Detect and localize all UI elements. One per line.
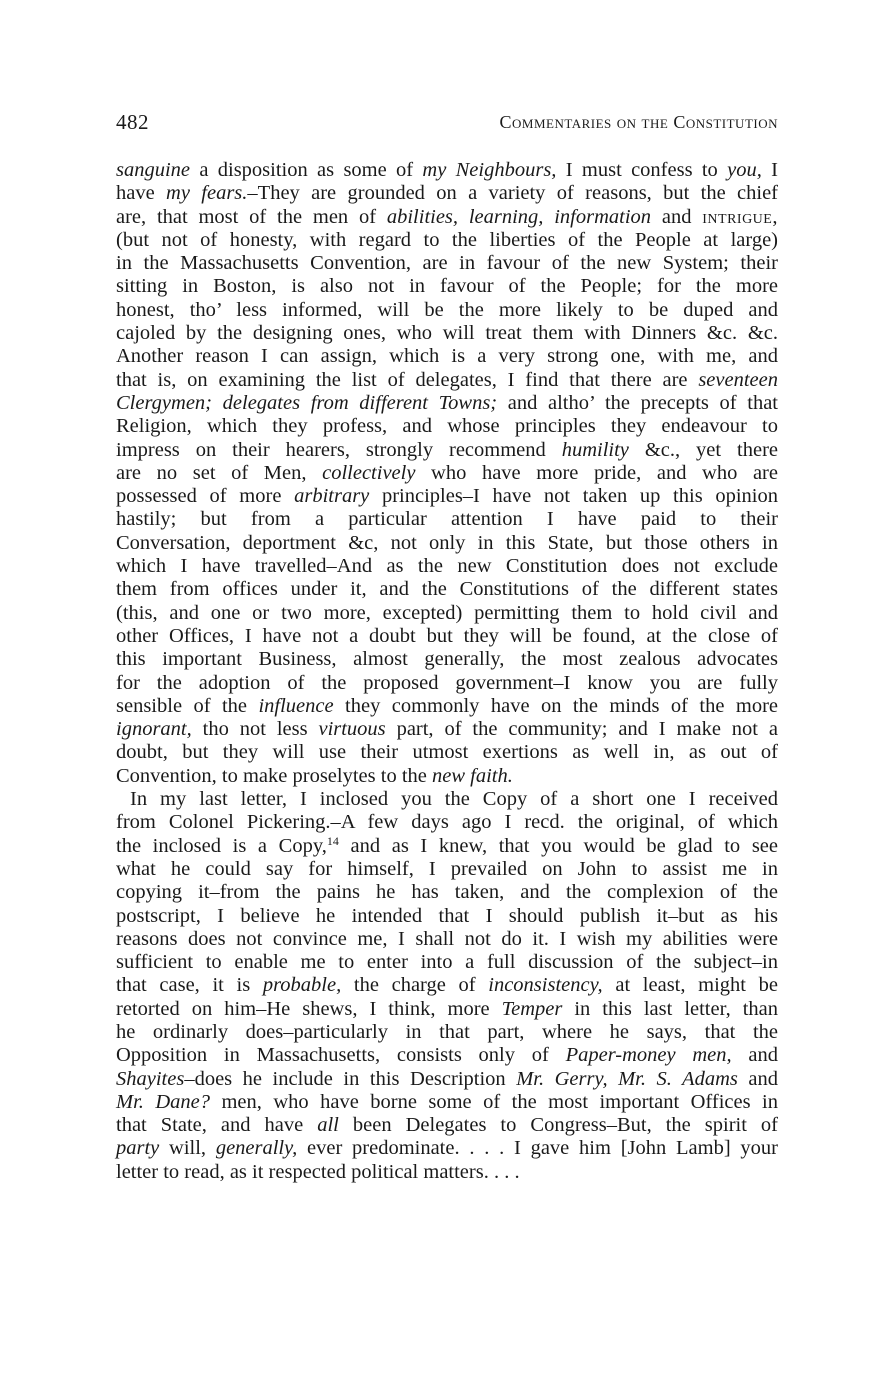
running-head: Commentaries on the Constitution	[499, 112, 778, 132]
italic-text: Clergymen; delegates from different Towns;	[116, 391, 498, 414]
italic-text: abilities, learning, information	[386, 205, 652, 228]
text-span: and	[737, 1067, 778, 1090]
italic-text: Temper	[501, 997, 563, 1020]
text-span: in this last letter, than	[562, 997, 779, 1020]
text-line	[116, 602, 778, 625]
text-span: sufficient to enable me to enter into a full discussion of the subject–in	[116, 951, 778, 974]
italic-text: arbitrary	[294, 485, 370, 508]
text-span: other Offices, I have not a doubt but they will be found, at the close of	[116, 624, 778, 647]
text-line	[116, 905, 778, 928]
italic-text: new faith.	[432, 764, 513, 787]
text-span: possessed of more	[116, 485, 295, 508]
text-line	[116, 998, 778, 1021]
text-line	[116, 415, 778, 438]
italic-text: Paper-money men,	[565, 1044, 732, 1067]
text-span: doubt, but they will use their utmost exertions as well in, as out of	[116, 741, 778, 764]
text-line	[116, 299, 778, 322]
italic-text: all	[317, 1114, 339, 1137]
italic-text: seventeen	[698, 368, 778, 391]
text-span: –does he include in this Description	[184, 1067, 517, 1090]
text-span: and	[651, 205, 703, 228]
text-line	[116, 625, 778, 648]
italic-text: sanguine	[116, 159, 191, 181]
italic-text: Mr. Dane?	[116, 1090, 211, 1113]
text-span: honest, tho’ less informed, will be the more likely to be duped and	[116, 298, 778, 321]
text-span: reasons does not convince me, I shall not do it. I wish my abilities were	[116, 927, 778, 950]
text-span: –They are grounded on a variety of reasons, but the chief	[247, 182, 779, 205]
text-line	[116, 532, 778, 555]
text-line	[116, 928, 778, 951]
text-span: sensible of the	[116, 694, 259, 717]
italic-text: Mr. Gerry, Mr. S. Adams	[516, 1067, 738, 1090]
italic-text: generally,	[215, 1137, 298, 1160]
text-span: &c., yet there	[628, 438, 778, 461]
text-span: they commonly have on the minds of the more	[333, 694, 778, 717]
text-span: he ordinarly does–particularly in that part, where he says, that the	[116, 1020, 778, 1043]
text-span: (this, and one or two more, excepted) permitting them to hold civil and	[116, 601, 778, 624]
italic-text: my fears.	[166, 182, 248, 205]
italic-text: probable,	[262, 974, 342, 997]
text-line	[116, 392, 778, 415]
text-line	[116, 1161, 778, 1184]
page-number: 482	[116, 110, 149, 134]
text-span: will,	[159, 1137, 216, 1160]
italic-text: party	[116, 1137, 160, 1160]
text-span: that State, and have	[116, 1114, 318, 1137]
text-span: In my last letter, I inclosed you the Copy of a short one I received	[130, 788, 778, 811]
text-span: I	[761, 159, 778, 181]
text-span: letter to read, as it respected political matters. . . .	[116, 1160, 520, 1183]
text-line	[116, 555, 778, 578]
text-span: been Delegates to Congress–But, the spirit of	[338, 1114, 778, 1137]
italic-text: influence	[258, 694, 334, 717]
text-span: them from offices under it, and the Constitutions of the different states	[116, 578, 778, 601]
text-line	[116, 508, 778, 531]
text-line	[116, 159, 778, 182]
text-line	[116, 1114, 778, 1137]
text-line	[116, 858, 778, 881]
italic-text: Shayites	[116, 1067, 185, 1090]
text-span: Another reason I can assign, which is a very strong one, with me, and	[116, 345, 778, 368]
text-line	[116, 1068, 778, 1091]
text-span: men, who have borne some of the most important Offices in	[210, 1090, 778, 1113]
text-span: (but not of honesty, with regard to the liberties of the People at large)	[116, 228, 778, 251]
text-span: what he could say for himself, I prevailed on John to assist me in	[116, 857, 778, 880]
text-span: a disposition as some of	[190, 159, 423, 181]
text-line	[116, 229, 778, 252]
text-span: that case, it is	[116, 974, 263, 997]
text-line	[116, 206, 778, 229]
text-line	[116, 1137, 778, 1160]
text-span: cajoled by the designing ones, who will treat them with Dinners &c. &c.	[116, 322, 778, 345]
text-span: who have more pride, and who are	[415, 461, 778, 484]
text-span: the charge of	[341, 974, 489, 997]
body-text	[116, 159, 778, 1184]
text-line	[116, 439, 778, 462]
footnote-ref: 14	[326, 833, 339, 848]
text-span: part, of the community; and I make not a	[385, 718, 778, 741]
text-line	[116, 485, 778, 508]
text-span: are no set of Men,	[116, 461, 323, 484]
text-line	[116, 881, 778, 904]
text-span: for the adoption of the proposed government–I know you are fully	[116, 671, 778, 694]
small-caps-text: intrigue,	[702, 205, 778, 228]
text-line	[116, 811, 778, 834]
text-span: I must confess to	[556, 159, 728, 181]
text-span: and	[731, 1044, 779, 1067]
page-header	[116, 110, 778, 140]
text-line	[116, 765, 778, 788]
italic-text: you,	[727, 159, 762, 181]
text-line	[116, 672, 778, 695]
italic-text: collectively	[322, 461, 416, 484]
text-span: retorted on him–He shews, I think, more	[116, 997, 502, 1020]
text-span: postscript, I believe he intended that I should publish it–but as his	[116, 904, 778, 927]
text-span: which I have travelled–And as the new Constitution does not exclude	[116, 555, 778, 578]
text-line	[116, 695, 778, 718]
text-span: have	[116, 182, 167, 205]
text-span: in the Massachusetts Convention, are in favour of the new System; their	[116, 252, 778, 275]
text-span: copying it–from the pains he has taken, and the complexion of the	[116, 881, 778, 904]
italic-text: my Neighbours,	[422, 159, 557, 181]
text-span: and altho’ the precepts of that	[497, 391, 778, 414]
text-span: principles–I have not taken up this opinion	[369, 485, 778, 508]
italic-text: humility	[561, 438, 629, 461]
text-span: at least, might be	[602, 974, 778, 997]
text-span: Religion, which they profess, and whose principles they endeavour to	[116, 415, 778, 438]
text-span: that is, on examining the list of delegates, I find that there are	[116, 368, 699, 391]
text-line	[116, 345, 778, 368]
text-line	[116, 369, 778, 392]
text-line	[116, 648, 778, 671]
text-span: Convention, to make proselytes to the	[116, 764, 432, 787]
text-span: the inclosed is a Copy,	[116, 834, 327, 857]
text-span: are, that most of the men of	[116, 205, 387, 228]
text-line	[116, 835, 778, 858]
text-line	[116, 741, 778, 764]
text-line	[116, 322, 778, 345]
text-line	[116, 718, 778, 741]
text-line	[116, 1021, 778, 1044]
text-span: impress on their hearers, strongly recommend	[116, 438, 562, 461]
text-span: sitting in Boston, is also not in favour of the People; for the more	[116, 275, 778, 298]
text-line	[116, 578, 778, 601]
text-span: tho not less	[191, 718, 319, 741]
text-span: and as I knew, that you would be glad to see	[338, 834, 778, 857]
text-line	[116, 1044, 778, 1067]
text-span: Conversation, deportment &c, not only in this State, but those others in	[116, 531, 778, 554]
text-span: from Colonel Pickering.–A few days ago I recd. the original, of which	[116, 811, 778, 834]
text-line	[116, 974, 778, 997]
text-line	[116, 252, 778, 275]
text-line	[116, 182, 778, 205]
text-line	[116, 788, 778, 811]
text-span: hastily; but from a particular attention I have paid to their	[116, 508, 778, 531]
text-span: ever predominate. . . . I gave him [John Lamb] your	[297, 1137, 778, 1160]
text-line	[116, 462, 778, 485]
italic-text: ignorant,	[116, 718, 192, 741]
italic-text: inconsistency,	[488, 974, 603, 997]
text-span: this important Business, almost generally, the most zealous advocates	[116, 648, 778, 671]
text-line	[116, 951, 778, 974]
text-line	[116, 275, 778, 298]
text-span: Opposition in Massachusetts, consists only of	[116, 1044, 566, 1067]
text-line	[116, 1091, 778, 1114]
italic-text: virtuous	[318, 718, 386, 741]
